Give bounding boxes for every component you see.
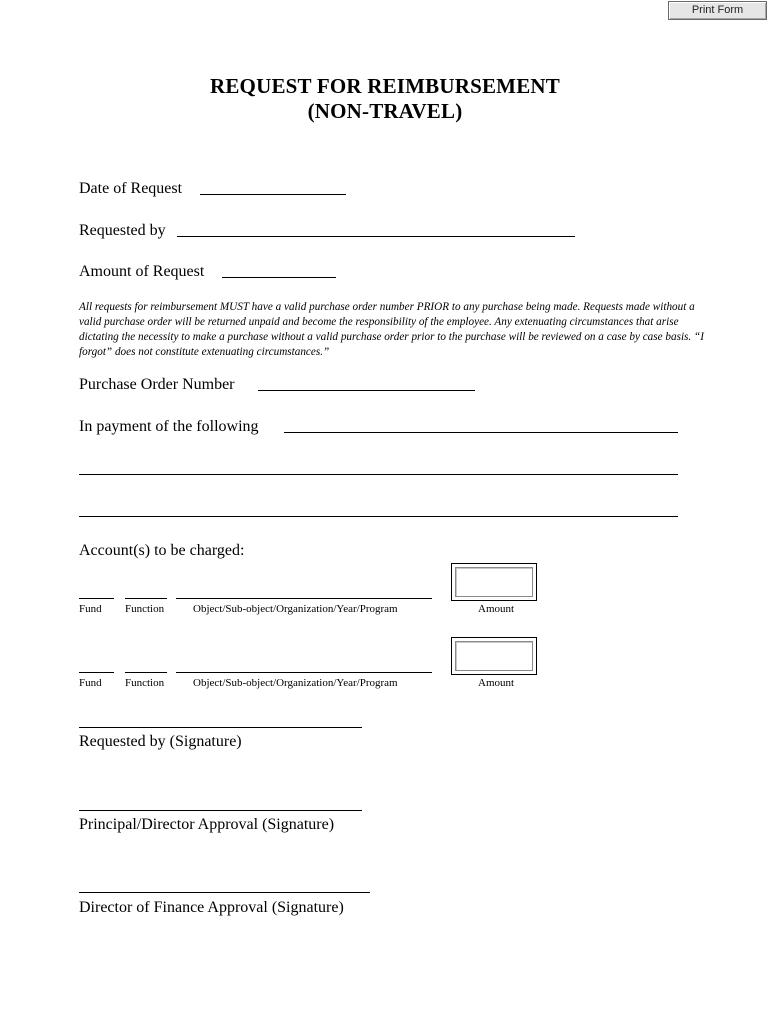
in-payment-of-line-2[interactable] [79,474,678,475]
amount-label-1: Amount [478,603,515,615]
object-field-1[interactable] [176,598,432,599]
requested-by-signature-label: Requested by (Signature) [79,733,242,750]
fund-label-2: Fund [79,677,102,689]
object-field-2[interactable] [176,672,432,673]
in-payment-of-field[interactable] [284,432,678,433]
principal-director-signature-label: Principal/Director Approval (Signature) [79,816,335,833]
in-payment-of-label: In payment of the following [79,418,259,435]
function-label-2: Function [125,677,165,689]
purchase-order-number-label: Purchase Order Number [79,376,235,393]
object-label-2: Object/Sub-object/Organization/Year/Program [193,677,398,689]
principal-director-signature-line[interactable] [79,810,362,811]
date-of-request-field[interactable] [200,194,346,195]
fund-label-1: Fund [79,603,102,615]
accounts-heading: Account(s) to be charged: [79,542,245,559]
amount-of-request-label: Amount of Request [79,263,205,280]
director-finance-signature-label: Director of Finance Approval (Signature) [79,899,344,916]
print-form-button[interactable]: Print Form [668,1,767,20]
purchase-order-notice: All requests for reimbursement MUST have a valid purchase order number PRIOR to any purchase being made. Requests made without a valid purchase order will be returned unpaid and become the responsibility of the employee. Any extenuating circumstances that arise dictating the necessity to make a purchase without a valid purchase order prior to the purchase will be reviewed on a case by case basis. “I forgot” does not constitute extenuating circumstances.” [79,301,704,358]
fund-field-1[interactable] [79,598,114,599]
form-title-line1: REQUEST FOR REIMBURSEMENT [209,74,560,98]
requested-by-label: Requested by [79,222,166,239]
director-finance-signature-line[interactable] [79,892,370,893]
fund-field-2[interactable] [79,672,114,673]
function-field-1[interactable] [125,598,167,599]
object-label-1: Object/Sub-object/Organization/Year/Program [193,603,398,615]
function-field-2[interactable] [125,672,167,673]
amount-of-request-field[interactable] [222,277,336,278]
amount-label-2: Amount [478,677,515,689]
requested-by-signature-line[interactable] [79,727,362,728]
date-of-request-label: Date of Request [79,180,183,197]
in-payment-of-line-3[interactable] [79,516,678,517]
amount-field-1[interactable] [451,563,537,601]
function-label-1: Function [125,603,165,615]
purchase-order-number-field[interactable] [258,390,475,391]
amount-field-2[interactable] [451,637,537,675]
form-title-line2: (NON-TRAVEL) [307,99,463,123]
requested-by-field[interactable] [177,236,575,237]
